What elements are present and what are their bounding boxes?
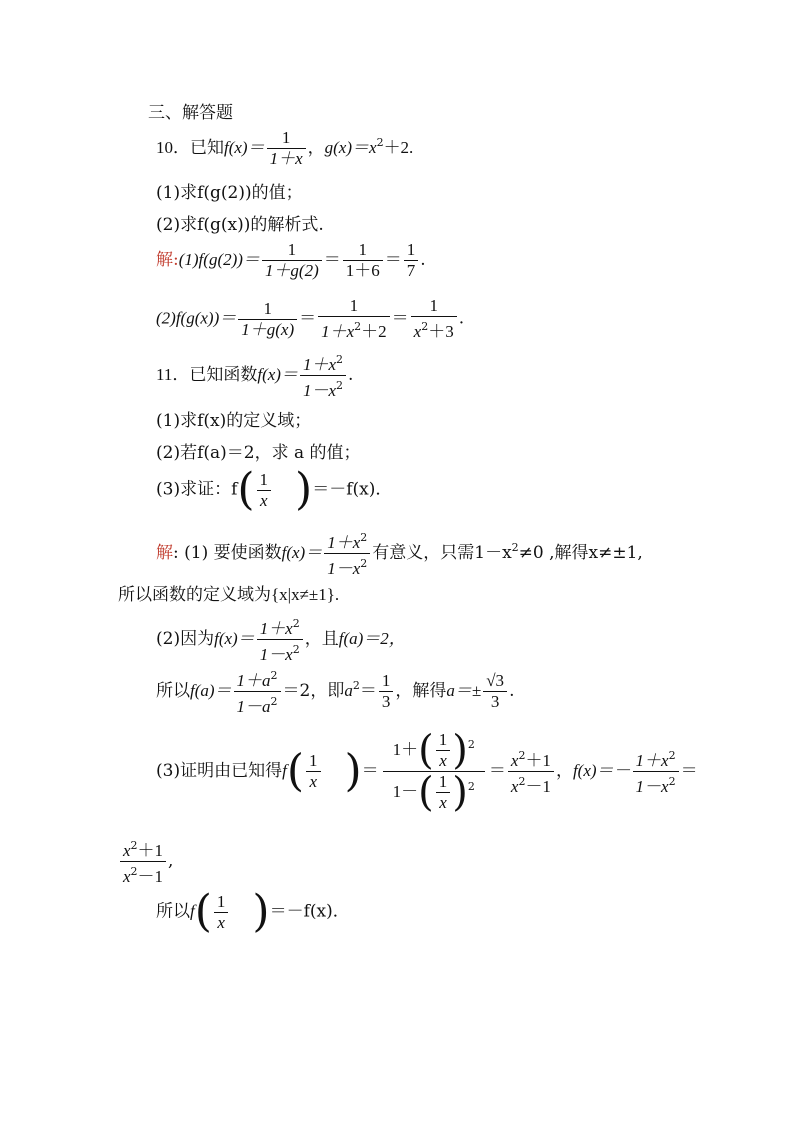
solution-11-conclusion: 所以f( $\frac{1}{x}$ )＝－f(x)． bbox=[156, 886, 350, 937]
solution-10-part-2: (2)f(g(x))＝ $\frac{1}{1+g(x)}$ ＝ $\frac{1}{1+x^2+2}$ ＝ $\frac{1}{x^2+3}$ . bbox=[156, 296, 465, 341]
fraction: $\frac{1}{1+x}$ bbox=[267, 128, 306, 169]
problem-10-question-1: (1)求f(g(2))的值； bbox=[156, 183, 303, 203]
solution-11-part-3: (3)证明由已知得f( $\frac{1}{x}$ )＝ 1＋( $\frac{1}{x}$ )$^2$ 1－( $\frac{1}{x}$ )$^2$ ＝ $\frac{x^2+1}{x^2-1}$ ，f(x)＝－ $\frac{1+x^2}{1-x^2}$ ＝ bbox=[156, 727, 698, 816]
solution-label: 解 bbox=[156, 543, 173, 563]
f-definition: f(x)＝ bbox=[224, 138, 265, 157]
problem-11-question-2: (2)若f(a)＝2，求 a 的值； bbox=[156, 443, 361, 463]
problem-number: 10． bbox=[156, 138, 190, 157]
solution-11-part-1: 解: (1) 要使函数f(x)＝ $\frac{1+x^2}{1-x^2}$ 有意义，只需$1-x^2\ne 0$ ,解得x≠±1, bbox=[156, 528, 643, 579]
solution-11-part-2a: (2)因为f(x)＝ $\frac{1+x^2}{1-x^2}$ ，且f(a)＝2， bbox=[156, 614, 406, 665]
problem-number: 11． bbox=[156, 365, 190, 384]
problem-11-statement: 11．已知函数f(x)＝ $\frac{1+x^2}{1-x^2}$ . bbox=[156, 350, 353, 401]
solution-11-domain: 所以函数的定义域为{x|x≠±1}. bbox=[118, 585, 340, 605]
solution-11-part-2b: 所以f(a)＝ $\frac{1+a^2}{1-a^2}$ ＝2，即$a^2=$ $\frac{1}{3}$ ，解得a＝± $\frac{√3}{3}$ . bbox=[156, 666, 514, 717]
section-title: 三、解答题 bbox=[148, 103, 233, 123]
solution-11-part-3-continued: $\frac{x^2+1}{x^2-1}$ , bbox=[118, 836, 173, 887]
problem-11-question-3: (3)求证：f( $\frac{1}{x}$ )＝－f(x)． bbox=[156, 464, 393, 515]
problem-10-statement: 10．已知f(x)＝ $\frac{1}{1+x}$ ，$g(x)=x^2+2$. bbox=[156, 128, 414, 168]
problem-text: 已知 bbox=[190, 138, 224, 158]
solution-label: 解 bbox=[156, 250, 173, 270]
problem-10-question-2: (2)求f(g(x))的解析式. bbox=[156, 215, 324, 235]
solution-10-part-1: 解:(1)f(g(2))＝ $\frac{1}{1+g(2)}$ ＝ $\frac{1}{1+6}$ ＝ $\frac{1}{7}$ . bbox=[156, 240, 426, 280]
problem-11-question-1: (1)求f(x)的定义域； bbox=[156, 411, 312, 431]
g-definition: g(x)＝x bbox=[324, 138, 377, 157]
